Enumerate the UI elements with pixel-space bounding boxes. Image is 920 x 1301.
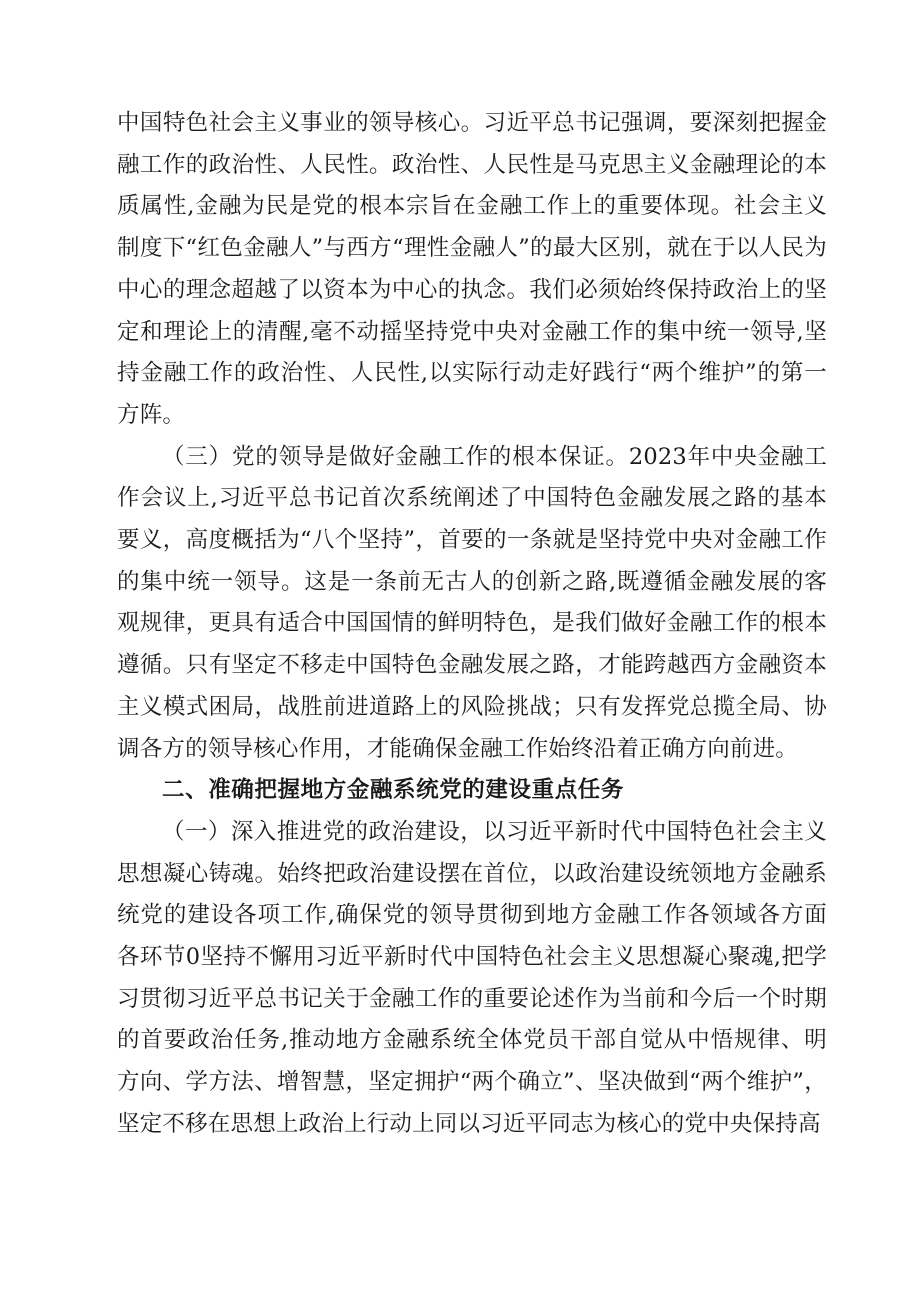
body-paragraph-party-leadership: （三）党的领导是做好金融工作的根本保证。2023年中央金融工作会议上,习近平总书记首次系统阐述了中国特色金融发展之路的基本要义，高度概括为“八个坚持”，首要的一条就是坚持党中央对金融工作的集中统一领导。这是一条前无古人的创新之路,既遵循金融发展的客观规律，更具有适合中国国情的鲜明特色，是我们做好金融工作的根本遵循。只有坚定不移走中国特色金融发展之路，才能跨越西方金融资本主义模式困局，战胜前进道路上的风险挑战；只有发挥党总揽全局、协调各方的领导核心作用，才能确保金融工作始终沿着正确方向前进。: [117, 443, 827, 762]
body-paragraph-political-construction: （一）深入推进党的政治建设，以习近平新时代中国特色社会主义思想凝心铸魂。始终把政治建设摆在首位，以政治建设统领地方金融系统党的建设各项工作,确保党的领导贯彻到地方金融工作各领域各方面各环节0坚持不懈用习近平新时代中国特色社会主义思想凝心聚魂,把学习贯彻习近平总书记关于金融工作的重要论述作为当前和今后一个时期的首要政治任务,推动地方金融系统全体党员干部自觉从中悟规律、明方向、学方法、增智慧，坚定拥护“两个确立”、坚决做到“两个维护”，坚定不移在思想上政治上行动上同以习近平同志为核心的党中央保持高: [117, 818, 827, 1137]
body-paragraph-political-nature: 中国特色社会主义事业的领导核心。习近平总书记强调，要深刻把握金融工作的政治性、人民性。政治性、人民性是马克思主义金融理论的本质属性,金融为民是党的根本宗旨在金融工作上的重要体现。社会主义制度下“红色金融人”与西方“理性金融人”的最大区别，就在于以人民为中心的理念超越了以资本为中心的执念。我们必须始终保持政治上的坚定和理论上的清醒,毫不动摇坚持党中央对金融工作的集中统一领导,坚持金融工作的政治性、人民性,以实际行动走好践行“两个维护”的第一方阵。: [117, 110, 827, 428]
section-heading-key-tasks: 二、准确把握地方金融系统党的建设重点任务: [162, 777, 625, 804]
document-body: [117, 103, 827, 1146]
